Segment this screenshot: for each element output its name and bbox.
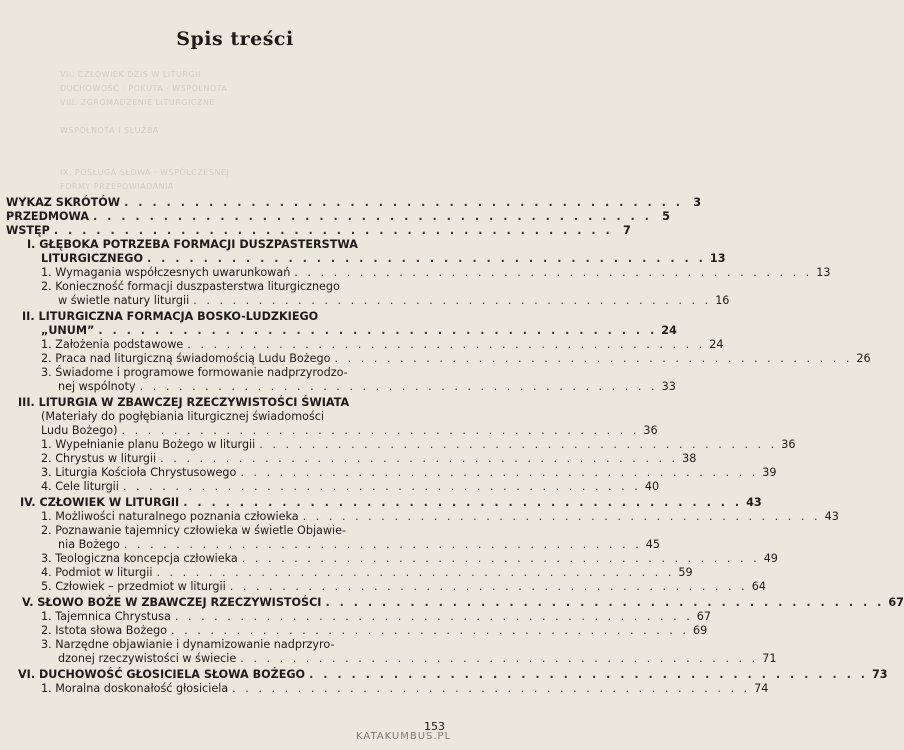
toc-entry-page: 5 <box>662 210 670 223</box>
toc-entry <box>41 480 660 494</box>
toc-entry-text: WYKAZ SKRÓTÓW <box>6 196 121 209</box>
toc-entry <box>18 668 888 682</box>
toc-entry-text: 2. Istota słowa Bożego <box>41 624 168 637</box>
toc-entry <box>41 682 769 696</box>
toc-entry <box>41 366 348 380</box>
toc-entry-text: 2. Konieczność formacji duszpasterstwa liturgicznego <box>41 280 340 293</box>
toc-entry-page: 67 <box>696 610 712 623</box>
toc-entry-page: 33 <box>661 380 676 393</box>
dot-leader: . . . . . . . . . . . . . . . . . . . . . . . . . . . . . . . . . . . . . . . . <box>93 210 652 223</box>
toc-entry-text: 4. Cele liturgii <box>41 480 119 493</box>
toc-entry-text: 1. Moralna doskonałość głosiciela <box>41 682 229 695</box>
toc-entry <box>58 294 730 308</box>
toc-entry-page: 3 <box>693 196 702 209</box>
toc-entry <box>58 538 661 552</box>
dot-leader: . . . . . . . . . . . . . . . . . . . . . . . . . . . . . . . . . . . . . . . . <box>302 510 821 523</box>
dot-leader: . . . . . . . . . . . . . . . . . . . . . . . . . . . . . . . . . . . . . . . . <box>334 352 853 365</box>
toc-entry-page: 49 <box>763 552 778 565</box>
toc-entry <box>41 424 658 438</box>
dot-leader: . . . . . . . . . . . . . . . . . . . . . . . . . . . . . . . . . . . . . . . . <box>240 466 759 479</box>
dot-leader: . . . . . . . . . . . . . . . . . . . . . . . . . . . . . . . . . . . . . . . . <box>241 552 760 565</box>
dot-leader: . . . . . . . . . . . . . . . . . . . . . . . . . . . . . . . . . . . . . . . . <box>122 480 641 493</box>
dot-leader: . . . . . . . . . . . . . . . . . . . . . . . . . . . . . . . . . . . . . . . . <box>325 596 885 609</box>
toc-entry-text: dzonej rzeczywistości w świecie <box>58 652 237 665</box>
toc-entry <box>18 396 349 410</box>
toc-entry-text: 3. Liturgia Kościoła Chrystusowego <box>41 466 237 479</box>
toc-entry-text: nia Bożego <box>58 538 120 551</box>
toc-entry-text: III. LITURGIA W ZBAWCZEJ RZECZYWISTOŚCI ŚWIATA <box>18 396 350 409</box>
dot-leader: . . . . . . . . . . . . . . . . . . . . . . . . . . . . . . . . . . . . . . . . <box>147 252 706 265</box>
toc-entry <box>41 410 324 424</box>
toc-entry <box>20 496 762 510</box>
toc-entry-text: 1. Możliwości naturalnego poznania człowieka <box>41 510 299 523</box>
toc-entry-page: 39 <box>762 466 777 479</box>
toc-entry-text: 5. Człowiek – przedmiot w liturgii <box>41 580 226 593</box>
toc-entry-text: I. GŁĘBOKA POTRZEBA FORMACJI DUSZPASTERSTWA <box>27 238 358 251</box>
toc-entry <box>41 338 724 352</box>
toc-entry-text: „UNUM” <box>41 324 95 337</box>
dot-leader: . . . . . . . . . . . . . . . . . . . . . . . . . . . . . . . . . . . . . . . . <box>309 668 868 681</box>
dot-leader: . . . . . . . . . . . . . . . . . . . . . . . . . . . . . . . . . . . . . . . . <box>187 338 706 351</box>
dot-leader: . . . . . . . . . . . . . . . . . . . . . . . . . . . . . . . . . . . . . . . . <box>259 438 778 451</box>
toc-entry <box>27 238 358 252</box>
dot-leader: . . . . . . . . . . . . . . . . . . . . . . . . . . . . . . . . . . . . . . . . <box>193 294 712 307</box>
toc-entry-text: 1. Tajemnica Chrystusa <box>41 610 171 623</box>
toc-entry-page: 43 <box>824 510 839 523</box>
toc-entry <box>41 610 712 624</box>
toc-entry-page: 7 <box>622 224 631 237</box>
toc-entry <box>41 466 777 480</box>
toc-entry <box>41 566 693 580</box>
toc-entry-text: 2. Poznawanie tajemnicy człowieka w świetle Objawie- <box>41 524 347 537</box>
toc-entry-text: 1. Założenia podstawowe <box>41 338 184 351</box>
toc-entry <box>41 452 697 466</box>
toc-entry-text: LITURGICZNEGO <box>41 252 143 265</box>
dot-leader: . . . . . . . . . . . . . . . . . . . . . . . . . . . . . . . . . . . . . . . . <box>160 452 679 465</box>
page-number: 153 <box>424 720 445 733</box>
toc-entry <box>22 310 318 324</box>
toc-entry-text: 1. Wypełnianie planu Bożego w liturgii <box>41 438 256 451</box>
dot-leader: . . . . . . . . . . . . . . . . . . . . . . . . . . . . . . . . . . . . . . . . <box>174 610 693 623</box>
toc-entry <box>6 210 670 224</box>
toc-entry-text: PRZEDMOWA <box>6 210 89 223</box>
dot-leader: . . . . . . . . . . . . . . . . . . . . . . . . . . . . . . . . . . . . . . . . <box>53 224 613 237</box>
toc-entry <box>6 196 702 210</box>
dot-leader: . . . . . . . . . . . . . . . . . . . . . . . . . . . . . . . . . . . . . . . . <box>229 580 748 593</box>
toc-entry-text: Ludu Bożego) <box>41 424 118 437</box>
toc-entry <box>41 438 796 452</box>
toc-entry-page: 43 <box>746 496 762 509</box>
toc-entry-text: II. LITURGICZNA FORMACJA BOSKO-LUDZKIEGO <box>22 310 319 323</box>
toc-entry-page: 59 <box>678 566 693 579</box>
toc-entry-page: 38 <box>682 452 697 465</box>
toc-entry-page: 64 <box>751 580 766 593</box>
dot-leader: . . . . . . . . . . . . . . . . . . . . . . . . . . . . . . . . . . . . . . . . <box>139 380 658 393</box>
toc-entry-text: (Materiały do pogłębiania liturgicznej świadomości <box>41 410 325 423</box>
toc-entry-text: nej wspólnoty <box>58 380 136 393</box>
toc-entry <box>41 352 871 366</box>
toc-entry <box>58 652 777 666</box>
toc-entry-page: 16 <box>715 294 730 307</box>
toc-entry-text: 3. Narzędne objawianie i dynamizowanie nadprzyro- <box>41 638 335 651</box>
toc-entry-text: 4. Podmiot w liturgii <box>41 566 153 579</box>
toc-entry <box>41 524 346 538</box>
toc-entry-page: 13 <box>709 252 726 265</box>
toc-entry-text: V. SŁOWO BOŻE W ZBAWCZEJ RZECZYWISTOŚCI <box>22 596 322 609</box>
dot-leader: . . . . . . . . . . . . . . . . . . . . . . . . . . . . . . . . . . . . . . . . <box>98 324 658 337</box>
toc-entry-text: 3. Teologiczna koncepcja człowieka <box>41 552 238 565</box>
dot-leader: . . . . . . . . . . . . . . . . . . . . . . . . . . . . . . . . . . . . . . . . <box>232 682 751 695</box>
toc-entry-text: 2. Chrystus w liturgii <box>41 452 157 465</box>
toc-entry <box>41 252 726 266</box>
toc-entry-page: 40 <box>644 480 660 493</box>
toc-entry <box>41 624 708 638</box>
toc-entry-page: 69 <box>692 624 708 637</box>
dot-leader: . . . . . . . . . . . . . . . . . . . . . . . . . . . . . . . . . . . . . . . . <box>171 624 689 637</box>
toc-entry <box>41 638 335 652</box>
dot-leader: . . . . . . . . . . . . . . . . . . . . . . . . . . . . . . . . . . . . . . . . <box>121 424 640 437</box>
page-title: Spis treści <box>176 28 294 50</box>
toc-entry-page: 45 <box>645 538 661 551</box>
watermark: KATAKUMBUS.PL <box>356 731 452 742</box>
toc-entry-page: 36 <box>781 438 796 451</box>
toc-entry-text: 1. Wymagania współczesnych uwarunkowań <box>41 266 291 279</box>
toc-entry <box>41 580 766 594</box>
toc-entry-text: w świetle natury liturgii <box>58 294 190 307</box>
toc-entry-page: 24 <box>661 324 677 337</box>
dot-leader: . . . . . . . . . . . . . . . . . . . . . . . . . . . . . . . . . . . . . . . . <box>294 266 813 279</box>
dot-leader: . . . . . . . . . . . . . . . . . . . . . . . . . . . . . . . . . . . . . . . . <box>156 566 675 579</box>
toc-entry-text: VI. DUCHOWOŚĆ GŁOSICIELA SŁOWA BOŻEGO <box>18 668 306 681</box>
toc-entry-page: 67 <box>888 596 904 609</box>
dot-leader: . . . . . . . . . . . . . . . . . . . . . . . . . . . . . . . . . . . . . . . . <box>123 538 642 551</box>
toc-entry <box>41 552 778 566</box>
toc-entry-page: 26 <box>856 352 871 365</box>
toc-entry-text: 2. Praca nad liturgiczną świadomością Ludu Bożego <box>41 352 331 365</box>
toc-entry-page: 73 <box>871 668 888 681</box>
toc-entry-page: 36 <box>643 424 658 437</box>
toc-entry <box>41 510 839 524</box>
toc-entry-page: 13 <box>816 266 831 279</box>
toc-entry-page: 24 <box>709 338 724 351</box>
toc-entry <box>6 224 631 238</box>
dot-leader: . . . . . . . . . . . . . . . . . . . . . . . . . . . . . . . . . . . . . . . . <box>124 196 684 209</box>
toc-entry-page: 74 <box>754 682 769 695</box>
dot-leader: . . . . . . . . . . . . . . . . . . . . . . . . . . . . . . . . . . . . . . . . <box>240 652 759 665</box>
toc-entry <box>41 266 831 280</box>
dot-leader: . . . . . . . . . . . . . . . . . . . . . . . . . . . . . . . . . . . . . . . . <box>183 496 743 509</box>
toc-entry-text: WSTĘP <box>6 224 50 237</box>
toc-entry <box>58 380 676 394</box>
toc-entry-text: 3. Świadome i programowe formowanie nadprzyrodzo- <box>41 366 348 379</box>
toc-entry-text: IV. CZŁOWIEK W LITURGII <box>20 496 180 509</box>
toc-entry <box>41 280 340 294</box>
toc-entry <box>41 324 677 338</box>
toc-entry <box>22 596 904 610</box>
toc-entry-page: 71 <box>762 652 777 665</box>
